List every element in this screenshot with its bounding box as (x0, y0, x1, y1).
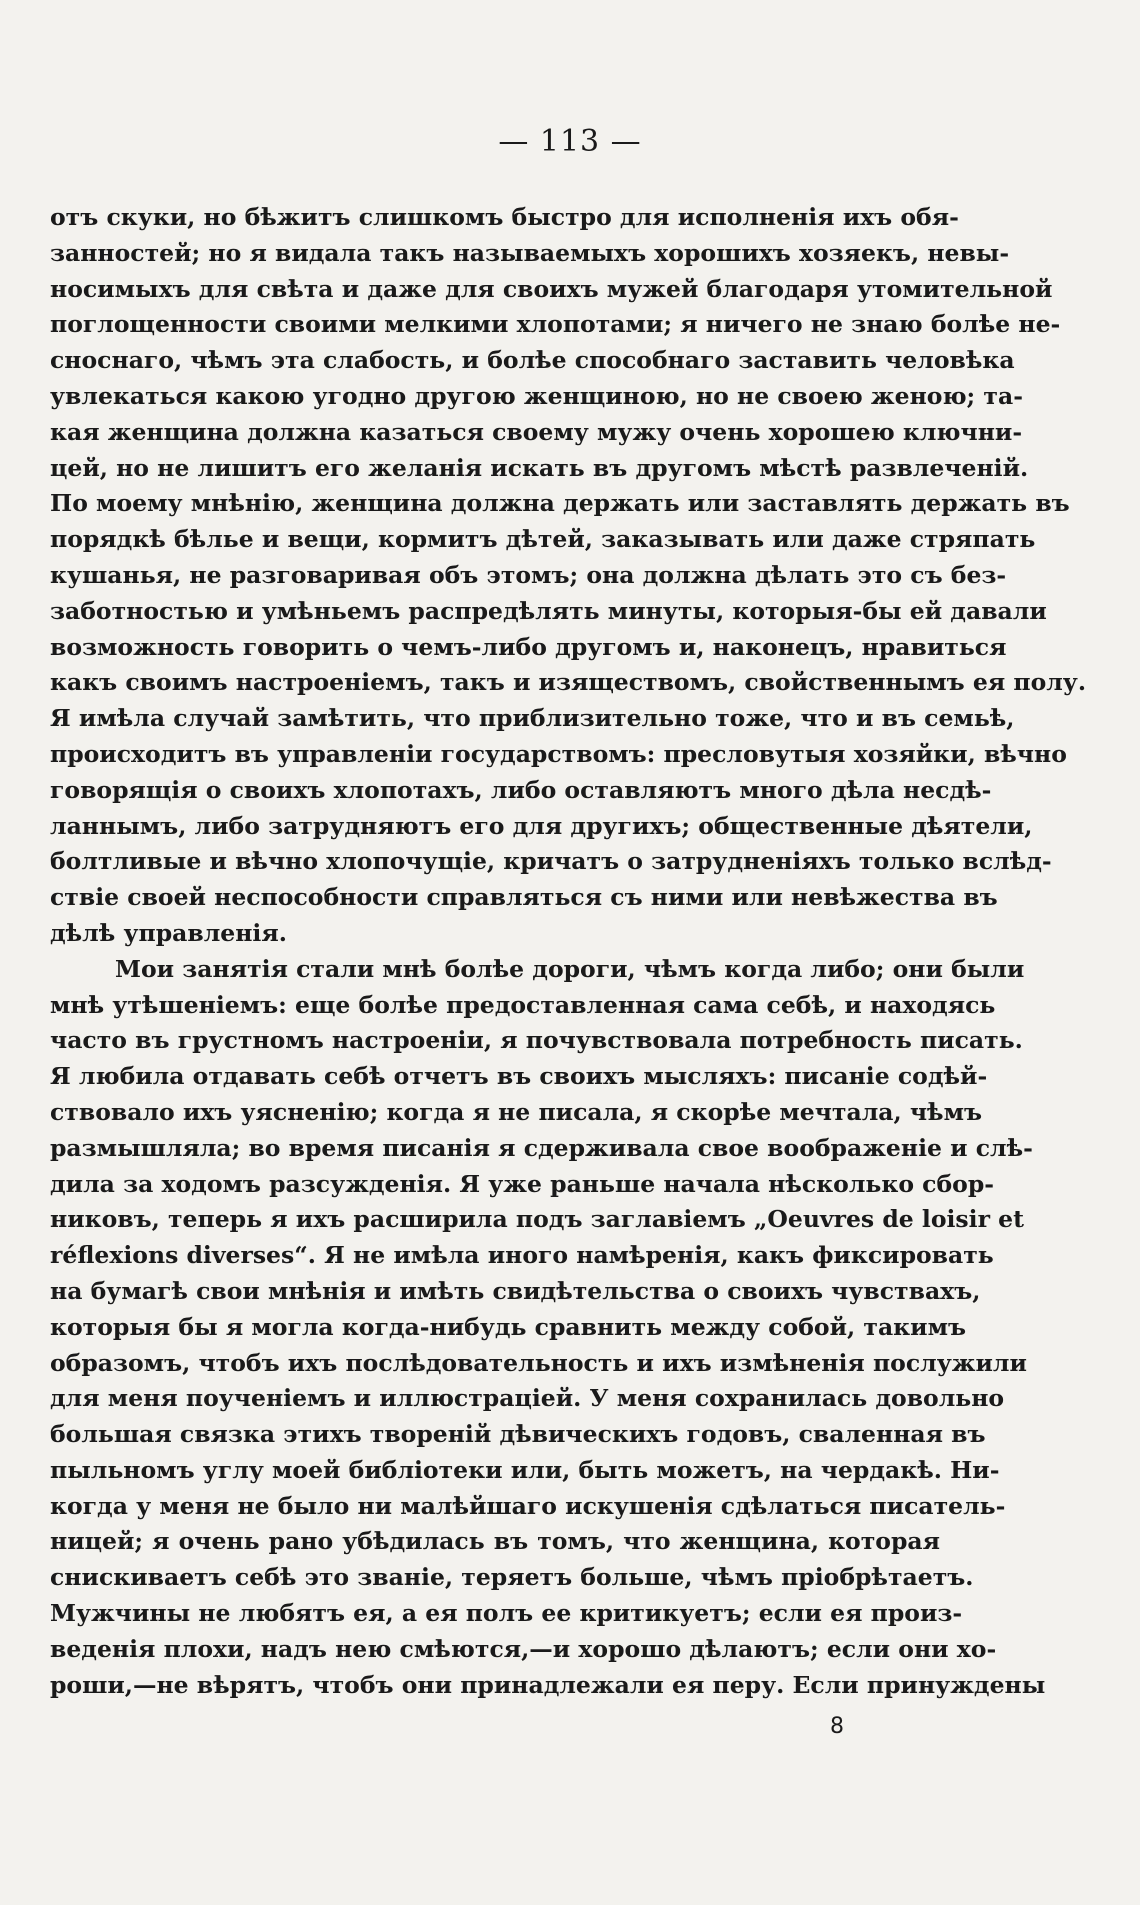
text-line: пыльномъ углу моей библіотеки или, быть можетъ, на чердакѣ. Ни- (50, 1455, 1000, 1484)
text-line: поглощенности своими мелкими хлопотами; я ничего не знаю болѣе не- (50, 310, 1061, 339)
text-line: ствовало ихъ уясненію; когда я не писала, я скорѣе мечтала, чѣмъ (50, 1097, 983, 1126)
text-line: порядкѣ бѣлье и вещи, кормитъ дѣтей, заказывать или даже стряпать (50, 525, 1036, 554)
text-line: Мужчины не любятъ ея, а ея полъ ее критикуетъ; если ея произ- (50, 1599, 963, 1628)
text-line: заботностью и умѣньемъ распредѣлять минуты, которыя-бы ей давали (50, 596, 1047, 625)
text-line: говорящія о своихъ хлопотахъ, либо оставляютъ много дѣла несдѣ- (50, 775, 992, 804)
signature-mark: 8 (830, 1714, 844, 1739)
text-line: когда у меня не было ни малѣйшаго искушенія сдѣлаться писатель- (50, 1491, 1006, 1520)
page-number: — 113 — (498, 124, 642, 159)
text-line: на бумагѣ свои мнѣнія и имѣть свидѣтельства о своихъ чувствахъ, (50, 1276, 981, 1305)
body-text (50, 200, 1087, 1703)
text-line: цей, но не лишитъ его желанія искать въ другомъ мѣстѣ развлеченій. (50, 453, 1029, 482)
text-line: никовъ, теперь я ихъ расширила подъ заглавіемъ „Oeuvres de loisir et (50, 1205, 1024, 1234)
text-line: дила за ходомъ разсужденія. Я уже раньше начала нѣсколько сбор- (50, 1169, 995, 1198)
text-line: réflexions diverses“. Я не имѣла иного намѣренія, какъ фиксировать (50, 1241, 994, 1270)
text-line: размышляла; во время писанія я сдерживала свое воображеніе и слѣ- (50, 1133, 1033, 1162)
text-line: болтливые и вѣчно хлопочущіе, кричатъ о затрудненіяхъ только вслѣд- (50, 847, 1052, 876)
text-line: мнѣ утѣшеніемъ: еще болѣе предоставленная сама себѣ, и находясь (50, 990, 996, 1019)
text-line: какъ своимъ настроеніемъ, такъ и изяществомъ, свойственнымъ ея полу. (50, 668, 1087, 697)
text-line: для меня поученіемъ и иллюстраціей. У меня сохранилась довольно (50, 1384, 1005, 1413)
text-line: увлекаться какою угодно другою женщиною, но не своею женою; та- (50, 381, 1023, 410)
text-line: кушанья, не разговаривая объ этомъ; она должна дѣлать это съ без- (50, 560, 1007, 589)
text-line: сноснаго, чѣмъ эта слабость, и болѣе способнаго заставить человѣка (50, 346, 1015, 375)
text-line: большая связка этихъ твореній дѣвическихъ годовъ, сваленная въ (50, 1420, 986, 1449)
text-line: происходитъ въ управленіи государствомъ: пресловутыя хозяйки, вѣчно (50, 739, 1067, 768)
text-line: носимыхъ для свѣта и даже для своихъ мужей благодаря утомительной (50, 274, 1053, 303)
text-line: ствіе своей неспособности справляться съ ними или невѣжества въ (50, 883, 998, 912)
text-line: ланнымъ, либо затрудняютъ его для другихъ; общественные дѣятели, (50, 811, 1033, 840)
text-line: Я имѣла случай замѣтить, что приблизительно тоже, что и въ семьѣ, (50, 704, 1015, 733)
text-line: кая женщина должна казаться своему мужу очень хорошею ключни- (50, 417, 1023, 446)
text-line: дѣлѣ управленія. (50, 918, 287, 947)
paragraph-1 (50, 200, 1087, 952)
text-line: Мои занятія стали мнѣ болѣе дороги, чѣмъ когда либо; они были (115, 954, 1025, 983)
text-line: занностей; но я видала такъ называемыхъ хорошихъ хозяекъ, невы- (50, 238, 1010, 267)
text-line: Я любила отдавать себѣ отчетъ въ своихъ мысляхъ: писаніе содѣй- (50, 1062, 988, 1091)
text-line: веденія плохи, надъ нею смѣются,—и хорошо дѣлаютъ; если они хо- (50, 1634, 997, 1663)
paragraph-2 (50, 952, 1046, 1704)
text-line: отъ скуки, но бѣжитъ слишкомъ быстро для исполненія ихъ обя- (50, 203, 959, 231)
text-line: По моему мнѣнію, женщина должна держать или заставлять держать въ (50, 489, 1070, 518)
text-line: снискиваетъ себѣ это званіе, теряетъ больше, чѣмъ пріобрѣтаетъ. (50, 1563, 974, 1592)
text-line: которыя бы я могла когда-нибудь сравнить между собой, такимъ (50, 1312, 967, 1341)
text-line: возможность говорить о чемъ-либо другомъ и, наконецъ, нравиться (50, 632, 1007, 661)
text-line: образомъ, чтобъ ихъ послѣдовательность и ихъ измѣненія послужили (50, 1348, 1027, 1377)
text-line: роши,—не вѣрятъ, чтобъ они принадлежали ея перу. Если принуждены (50, 1670, 1046, 1699)
text-line: часто въ грустномъ настроеніи, я почувствовала потребность писать. (50, 1026, 1023, 1055)
text-line: ницей; я очень рано убѣдилась въ томъ, что женщина, которая (50, 1527, 940, 1556)
